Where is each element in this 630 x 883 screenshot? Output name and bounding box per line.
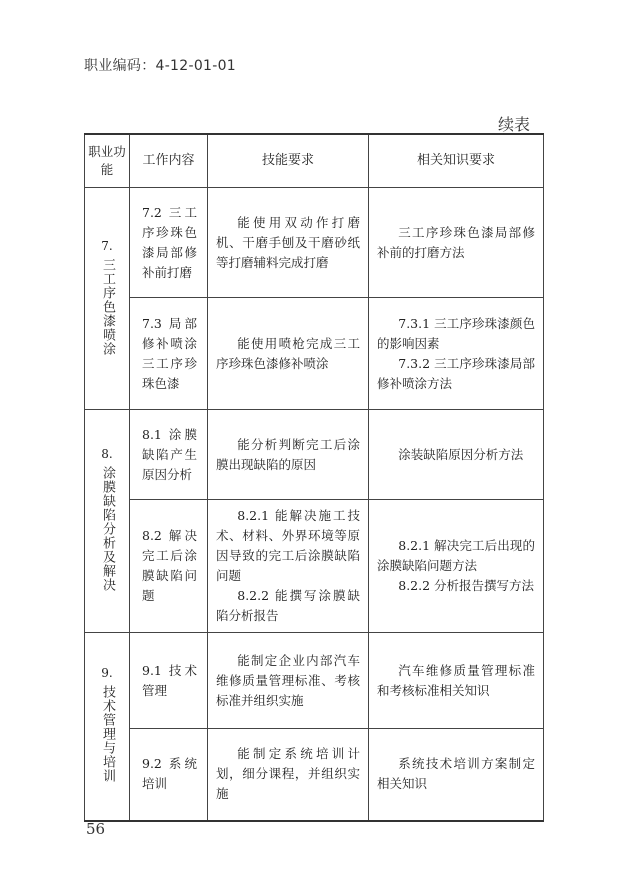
skill-cell: 能制定企业内部汽车维修质量管理标准、考核标准并组织实施 — [208, 633, 369, 729]
header-skill: 技能要求 — [208, 134, 369, 188]
skill-cell: 能制定系统培训计划，细分课程，并组织实施 — [208, 729, 369, 821]
skill-cell: 8.2.1 能解决施工技术、材料、外界环境等原因导致的完工后涂膜缺陷问题 8.2.2 能撰写涂膜缺陷分析报告 — [208, 500, 369, 633]
content-cell: 7.2 三工序珍珠色漆局部修补前打磨 — [130, 188, 208, 298]
function-number: 9. — [101, 666, 113, 681]
knowledge-cell: 8.2.1 解决完工后出现的涂膜缺陷问题方法 8.2.2 分析报告撰写方法 — [369, 500, 544, 633]
content-cell: 9.1 技术管理 — [130, 633, 208, 729]
content-cell: 7.3 局部修补喷涂三工序珍珠色漆 — [130, 298, 208, 410]
knowledge-cell: 三工序珍珠色漆局部修补前的打磨方法 — [369, 188, 544, 298]
knowledge-cell: 7.3.1 三工序珍珠漆颜色的影响因素 7.3.2 三工序珍珠漆局部修补喷涂方法 — [369, 298, 544, 410]
skill-cell: 能使用双动作打磨机、干磨手刨及干磨砂纸等打磨辅料完成打磨 — [208, 188, 369, 298]
table-row — [85, 729, 544, 821]
function-name: 技术管理与培训 — [100, 685, 115, 784]
page-number: 56 — [86, 820, 106, 838]
skill-cell: 能分析判断完工后涂膜出现缺陷的原因 — [208, 410, 369, 500]
table-row — [85, 188, 544, 298]
skills-table — [84, 133, 544, 822]
skill-cell: 能使用喷枪完成三工序珍珠色漆修补喷涂 — [208, 298, 369, 410]
header-knowledge: 相关知识要求 — [369, 134, 544, 188]
table-row — [85, 633, 544, 729]
knowledge-cell: 系统技术培训方案制定相关知识 — [369, 729, 544, 821]
occupation-code: 职业编码：4-12-01-01 — [84, 58, 237, 74]
table-row — [85, 410, 544, 500]
function-name: 三工序色漆喷涂 — [100, 257, 115, 356]
function-number: 7. — [101, 238, 113, 253]
content-cell: 8.1 涂膜缺陷产生原因分析 — [130, 410, 208, 500]
function-number: 8. — [101, 447, 113, 461]
function-cell — [85, 410, 130, 633]
function-cell — [85, 633, 130, 821]
header-content: 工作内容 — [130, 134, 208, 188]
function-name: 涂膜缺陷分析及解决 — [100, 466, 115, 592]
table-row — [85, 298, 544, 410]
header-function: 职业功能 — [85, 134, 130, 188]
function-cell — [85, 188, 130, 410]
continued-label: 续表 — [497, 115, 530, 134]
content-cell: 9.2 系统培训 — [130, 729, 208, 821]
content-cell: 8.2 解决完工后涂膜缺陷问题 — [130, 500, 208, 633]
table-row — [85, 500, 544, 633]
table-header-row — [85, 134, 544, 188]
knowledge-cell: 汽车维修质量管理标准和考核标准相关知识 — [369, 633, 544, 729]
knowledge-cell: 涂装缺陷原因分析方法 — [369, 410, 544, 500]
